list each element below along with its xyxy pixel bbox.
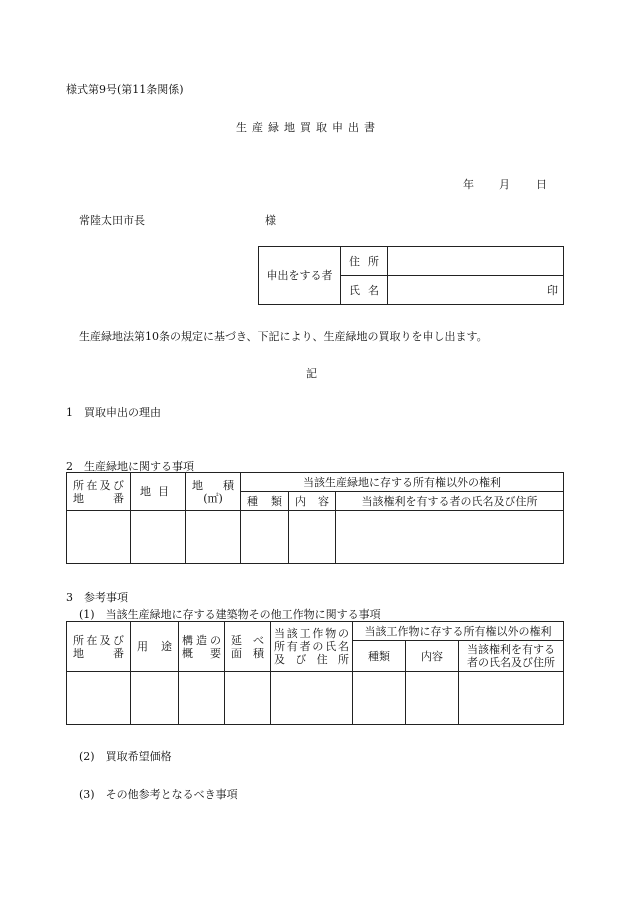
ki-label: 記 [306, 367, 317, 380]
seal-mark: 印 [547, 283, 558, 297]
addressee: 常陸太田市長 [79, 214, 145, 227]
rights-header: 当該生産緑地に存する所有権以外の権利 [241, 473, 564, 492]
area-header: 地積 (㎡) [186, 473, 241, 511]
form-number: 様式第9号(第11条関係) [66, 83, 184, 96]
honorific: 様 [265, 214, 276, 227]
section-2-heading: 2 生産緑地に関する事項 [66, 460, 194, 473]
date-day: 日 [536, 178, 547, 191]
address-field[interactable] [388, 247, 564, 276]
name-field[interactable] [388, 276, 564, 305]
land-category-header: 地目 [131, 473, 186, 511]
name-label: 氏名 [341, 276, 388, 305]
date-month: 月 [499, 178, 510, 191]
location-header: 所在及び 地番 [67, 473, 131, 511]
kind-header: 種類 [353, 641, 406, 672]
section-3-heading: 3 参考事項 [66, 591, 128, 604]
location-header: 所在及び 地番 [67, 622, 131, 672]
subsection-2-heading: (2) 買取希望価格 [79, 750, 172, 763]
use-header: 用途 [131, 622, 179, 672]
statement: 生産緑地法第10条の規定に基づき、下記により、生産緑地の買取りを申し出ます。 [79, 330, 488, 343]
kind-header: 種類 [241, 492, 289, 511]
green-land-table [66, 472, 564, 564]
floor-area-header: 延べ 面積 [225, 622, 271, 672]
content-header: 内容 [289, 492, 336, 511]
table-row [67, 511, 564, 564]
holder-header: 当該権利を有する 者の氏名及び住所 [459, 641, 564, 672]
content-header: 内容 [406, 641, 459, 672]
structures-table [66, 621, 564, 725]
address-label: 住所 [341, 247, 388, 276]
owner-header: 当該工作物の 所有者の氏名 及び住所 [271, 622, 353, 672]
document-title: 生産緑地買取申出書 [236, 121, 380, 134]
subsection-3-heading: (3) その他参考となるべき事項 [79, 788, 238, 801]
date-year: 年 [463, 178, 474, 191]
section-1-heading: 1 買取申出の理由 [66, 406, 161, 419]
holder-header: 当該権利を有する者の氏名及び住所 [336, 492, 564, 511]
applicant-label: 申出をする者 [259, 247, 341, 305]
table-row [67, 672, 564, 725]
subsection-1-heading: (1) 当該生産緑地に存する建築物その他工作物に関する事項 [79, 608, 381, 621]
structure-header: 構造の 概要 [179, 622, 225, 672]
applicant-table [258, 246, 564, 305]
rights-header: 当該工作物に存する所有権以外の権利 [353, 622, 564, 641]
